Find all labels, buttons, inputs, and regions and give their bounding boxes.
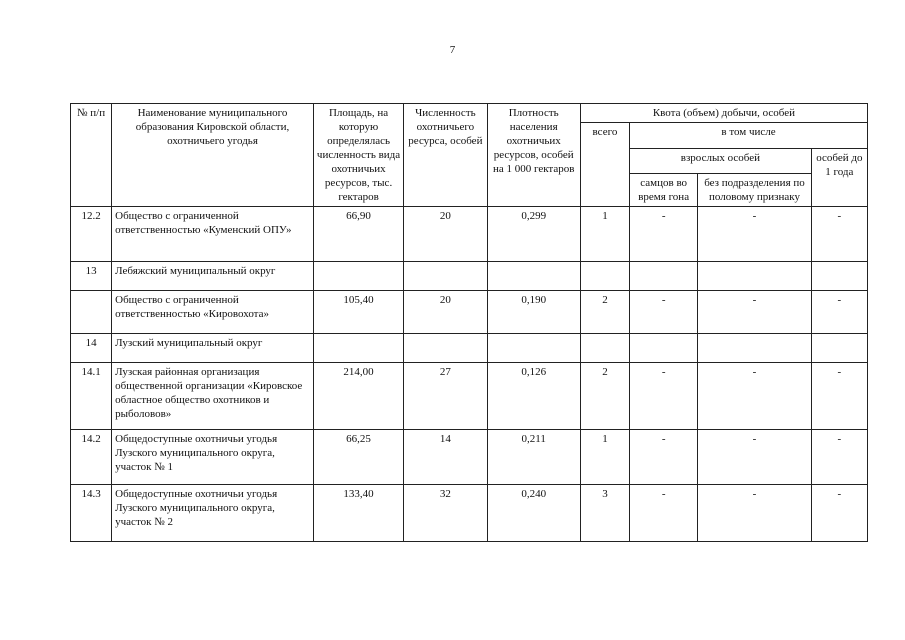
cell-nosex [698, 334, 811, 363]
cell-area [313, 262, 403, 291]
cell-density [487, 262, 580, 291]
cell-name: Общедоступные охотничьи угодья Лузского муниципального округа, участок № 1 [112, 430, 314, 485]
cell-area: 66,90 [313, 207, 403, 262]
header-num: № п/п [71, 104, 112, 207]
cell-nosex [698, 262, 811, 291]
cell-under1: - [811, 430, 867, 485]
header-under1: особей до 1 года [811, 148, 867, 207]
cell-num: 14.2 [71, 430, 112, 485]
cell-name: Лузская районная организация общественной организации «Кировское областное общество охотников и рыболовов» [112, 363, 314, 430]
cell-under1 [811, 262, 867, 291]
cell-nosex: - [698, 485, 811, 542]
table-row [71, 207, 868, 262]
cell-total: 2 [580, 291, 629, 334]
header-count: Численность охотничьего ресурса, особей [404, 104, 487, 207]
cell-under1: - [811, 363, 867, 430]
cell-density: 0,299 [487, 207, 580, 262]
cell-males: - [630, 485, 698, 542]
cell-count: 20 [404, 291, 487, 334]
cell-num [71, 291, 112, 334]
header-name: Наименование муниципального образования Кировской области, охотничьего угодья [112, 104, 314, 207]
header-quota: Квота (объем) добычи, особей [580, 104, 867, 123]
cell-count: 32 [404, 485, 487, 542]
cell-num: 14.3 [71, 485, 112, 542]
cell-area: 214,00 [313, 363, 403, 430]
cell-num: 13 [71, 262, 112, 291]
cell-num: 14.1 [71, 363, 112, 430]
header-total: всего [580, 123, 629, 207]
header-adults: взрослых особей [630, 148, 812, 174]
header-including: в том числе [630, 123, 868, 149]
header-nosex: без подразделения по половому признаку [698, 174, 811, 207]
cell-nosex: - [698, 207, 811, 262]
cell-males: - [630, 363, 698, 430]
quota-table [70, 103, 868, 542]
header-density: Плотность населения охотничьих ресурсов, особей на 1 000 гектаров [487, 104, 580, 207]
cell-nosex: - [698, 430, 811, 485]
table-row [71, 430, 868, 485]
cell-area: 105,40 [313, 291, 403, 334]
cell-name: Лузский муниципальный округ [112, 334, 314, 363]
cell-males: - [630, 207, 698, 262]
cell-area: 133,40 [313, 485, 403, 542]
header-males: самцов во время гона [630, 174, 698, 207]
cell-name: Общество с ограниченной ответственностью «Кировохота» [112, 291, 314, 334]
cell-total: 1 [580, 430, 629, 485]
table-row [71, 262, 868, 291]
table-row [71, 291, 868, 334]
cell-density [487, 334, 580, 363]
cell-name: Общедоступные охотничьи угодья Лузского муниципального округа, участок № 2 [112, 485, 314, 542]
page-number: 7 [449, 44, 456, 56]
cell-males: - [630, 430, 698, 485]
cell-under1: - [811, 207, 867, 262]
table-row [71, 363, 868, 430]
cell-density: 0,190 [487, 291, 580, 334]
cell-num: 14 [71, 334, 112, 363]
cell-count [404, 262, 487, 291]
cell-under1: - [811, 291, 867, 334]
cell-under1 [811, 334, 867, 363]
cell-name: Общество с ограниченной ответственностью «Куменский ОПУ» [112, 207, 314, 262]
cell-count: 27 [404, 363, 487, 430]
cell-density: 0,126 [487, 363, 580, 430]
cell-count: 14 [404, 430, 487, 485]
cell-density: 0,211 [487, 430, 580, 485]
cell-name: Лебяжский муниципальный округ [112, 262, 314, 291]
cell-area: 66,25 [313, 430, 403, 485]
cell-total [580, 334, 629, 363]
cell-count [404, 334, 487, 363]
cell-males [630, 334, 698, 363]
cell-nosex: - [698, 363, 811, 430]
cell-total: 2 [580, 363, 629, 430]
cell-density: 0,240 [487, 485, 580, 542]
cell-count: 20 [404, 207, 487, 262]
table-row [71, 334, 868, 363]
cell-total: 3 [580, 485, 629, 542]
cell-total: 1 [580, 207, 629, 262]
cell-num: 12.2 [71, 207, 112, 262]
table-row [71, 485, 868, 542]
header-area: Площадь, на которую определялась численность вида охотничьих ресурсов, тыс. гектаров [313, 104, 403, 207]
cell-males [630, 262, 698, 291]
cell-under1: - [811, 485, 867, 542]
cell-nosex: - [698, 291, 811, 334]
cell-area [313, 334, 403, 363]
cell-males: - [630, 291, 698, 334]
cell-total [580, 262, 629, 291]
